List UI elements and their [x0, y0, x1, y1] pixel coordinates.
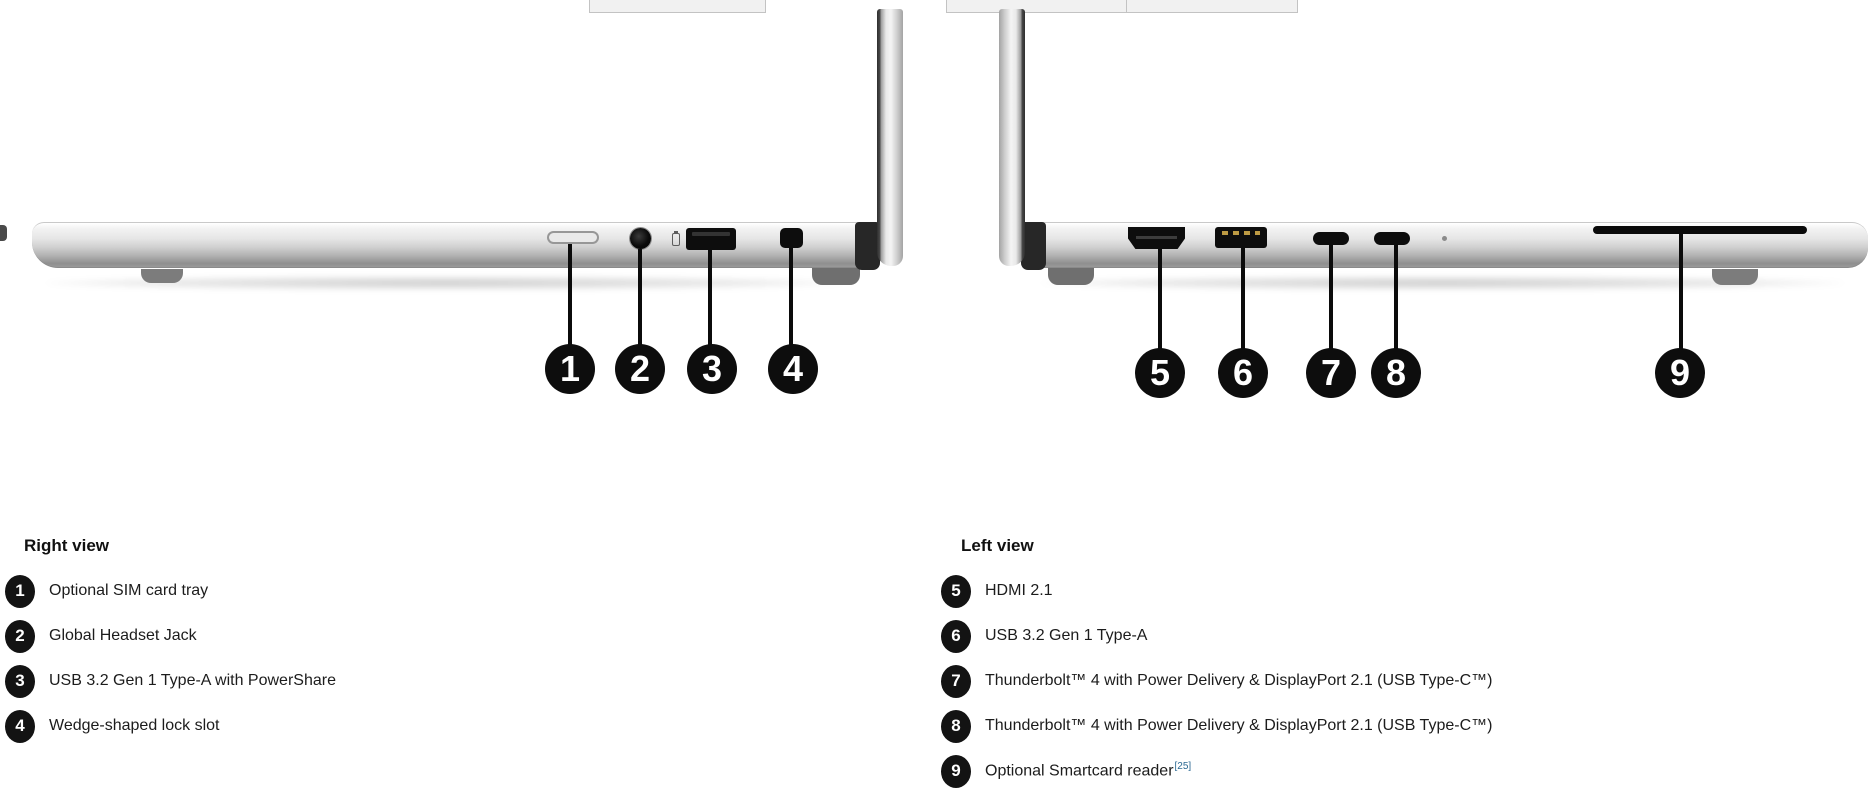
top-cropped-panel-2[interactable] — [946, 0, 1127, 13]
laptop-base-right-view — [32, 222, 868, 268]
legend-label: HDMI 2.1 — [985, 582, 1053, 599]
powershare-battery-icon — [672, 233, 680, 246]
sim-card-tray-port — [547, 231, 599, 244]
legend-number-badge: 9 — [941, 755, 971, 788]
legend-number-badge: 1 — [5, 575, 35, 608]
legend-number-badge: 3 — [5, 665, 35, 698]
callout-number: 5 — [1149, 352, 1171, 393]
top-cropped-panel-1[interactable] — [589, 0, 766, 13]
callout-line-1 — [568, 244, 572, 346]
legend-label: Thunderbolt™ 4 with Power Delivery & DisplayPort 2.1 (USB Type-C™) — [985, 672, 1493, 689]
legend-item-8 — [941, 709, 1492, 743]
callout-number: 6 — [1232, 352, 1254, 393]
callout-circle-9 — [1655, 348, 1705, 398]
callout-line-4 — [789, 248, 793, 346]
laptop-foot — [141, 269, 183, 283]
left-view-heading: Left view — [961, 536, 1034, 555]
callout-number: 7 — [1320, 352, 1342, 393]
callout-line-2 — [638, 249, 642, 346]
right-view-heading: Right view — [24, 536, 110, 555]
legend-label: Optional SIM card tray — [49, 582, 209, 599]
legend-label: Wedge-shaped lock slot — [49, 717, 220, 734]
hdmi-port — [1128, 227, 1185, 249]
headset-jack-port — [630, 228, 651, 249]
usb-c-thunderbolt-port-1 — [1313, 232, 1349, 245]
laptop-foot — [812, 267, 860, 285]
laptop-foot — [1048, 267, 1094, 285]
callout-circle-2 — [615, 344, 665, 394]
callout-line-5 — [1158, 249, 1162, 350]
legend-label: USB 3.2 Gen 1 Type-A — [985, 627, 1148, 644]
callout-line-6 — [1241, 248, 1245, 350]
wedge-lock-slot-port — [780, 228, 803, 248]
legend-number-badge: 4 — [5, 710, 35, 743]
legend-number-badge: 7 — [941, 665, 971, 698]
callout-circle-1 — [545, 344, 595, 394]
callout-circle-5 — [1135, 348, 1185, 398]
legend-item-6 — [941, 619, 1492, 653]
laptop-screen-edge — [877, 9, 903, 266]
laptop-foot — [1712, 269, 1758, 285]
legend-item-3 — [5, 664, 336, 698]
callout-number: 4 — [782, 348, 804, 389]
smartcard-reader-slot — [1593, 226, 1807, 234]
legend-item-5 — [941, 574, 1492, 608]
usb-a-powershare-port — [686, 228, 736, 250]
callout-line-3 — [708, 250, 712, 346]
callout-number: 1 — [559, 348, 581, 389]
callout-circle-6 — [1218, 348, 1268, 398]
callout-circle-3 — [687, 344, 737, 394]
usb-c-thunderbolt-port-2 — [1374, 232, 1410, 245]
laptop-screen-edge — [999, 9, 1025, 266]
usb-a-port — [1215, 227, 1267, 248]
legend-number-badge: 2 — [5, 620, 35, 653]
status-led-dot — [1442, 236, 1447, 241]
callout-line-7 — [1329, 245, 1333, 350]
callout-circle-4 — [768, 344, 818, 394]
legend-number-badge: 8 — [941, 710, 971, 743]
legend-item-2 — [5, 619, 336, 653]
legend-label: Global Headset Jack — [49, 627, 197, 644]
legend-label — [985, 761, 1191, 780]
callout-circle-8 — [1371, 348, 1421, 398]
legend-item-7 — [941, 664, 1492, 698]
callout-circle-7 — [1306, 348, 1356, 398]
right-view-legend — [5, 574, 336, 754]
legend-item-4 — [5, 709, 336, 743]
legend-item-9 — [941, 754, 1492, 788]
top-cropped-panel-3[interactable] — [1126, 0, 1298, 13]
footnote-link[interactable]: [25] — [1174, 761, 1192, 773]
left-edge-cropped-fragment — [0, 225, 7, 241]
legend-item-1 — [5, 574, 336, 608]
callout-line-8 — [1394, 245, 1398, 350]
callout-number: 3 — [701, 348, 723, 389]
legend-number-badge: 6 — [941, 620, 971, 653]
legend-label: Thunderbolt™ 4 with Power Delivery & DisplayPort 2.1 (USB Type-C™) — [985, 717, 1493, 734]
callout-number: 2 — [629, 348, 651, 389]
callout-number: 8 — [1385, 352, 1407, 393]
callout-line-9 — [1679, 234, 1683, 350]
legend-label-text: Optional Smartcard reader — [985, 762, 1174, 780]
callout-number: 9 — [1669, 352, 1691, 393]
left-view-legend — [941, 574, 1492, 799]
legend-label: USB 3.2 Gen 1 Type-A with PowerShare — [49, 672, 336, 689]
legend-number-badge: 5 — [941, 575, 971, 608]
